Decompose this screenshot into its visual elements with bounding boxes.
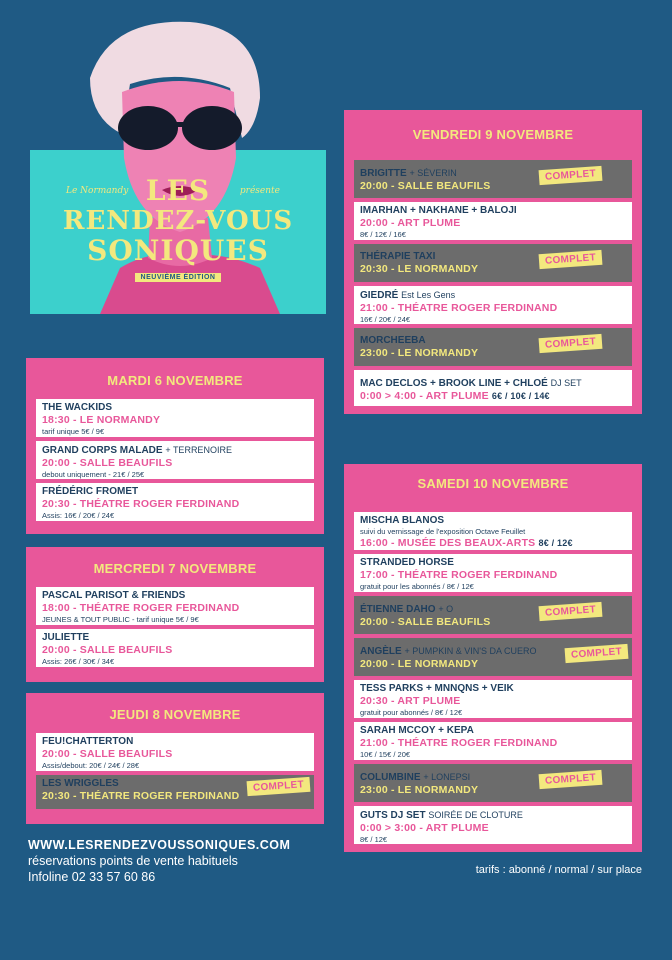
- event-venue: 21:00 - THÉATRE ROGER FERDINAND: [360, 302, 558, 314]
- event-artist: PASCAL PARISOT & FRIENDS: [42, 590, 186, 601]
- event-mac-declos: [354, 370, 632, 406]
- event-artist: MORCHEEBA: [360, 335, 426, 346]
- event-venue: 20:30 - THÉATRE ROGER FERDINAND: [42, 790, 240, 802]
- day-title-samedi: SAMEDI 10 NOVEMBRE: [417, 476, 569, 491]
- event-venue: 0:00 > 4:00 - ART PLUME 6€ / 10€ / 14€: [360, 390, 550, 402]
- edition-badge: NEUVIÈME ÉDITION: [135, 273, 222, 282]
- complet-badge: COMPLET: [539, 770, 603, 789]
- event-venue: 20:00 - ART PLUME: [360, 217, 461, 229]
- day-box-mercredi: [26, 547, 324, 682]
- event-artist-extra: SOIRÉE DE CLOTURE: [428, 810, 523, 820]
- event-juliette: [36, 629, 314, 667]
- presenter-right: présente: [239, 186, 280, 196]
- portrait-glasses-right: [182, 106, 242, 150]
- event-price: Assis: 26€ / 30€ / 34€: [42, 657, 115, 666]
- event-venue: 20:00 - SALLE BEAUFILS: [42, 457, 173, 469]
- event-stranded-horse: [354, 554, 632, 592]
- event-artist: MAC DECLOS + BROOK LINE + CHLOÉ DJ SET: [360, 378, 582, 389]
- event-note: suivi du vernissage de l'exposition Octave Feuillet: [360, 527, 526, 536]
- event-venue: 16:00 - MUSÉE DES BEAUX-ARTS 8€ / 12€: [360, 537, 573, 549]
- event-price: gratuit pour abonnés / 8€ / 12€: [360, 708, 463, 717]
- event-artist: TESS PARKS + MNNQNS + VEIK: [360, 683, 514, 694]
- day-title-mardi: MARDI 6 NOVEMBRE: [107, 373, 243, 388]
- event-artist: THE WACKIDS: [42, 402, 112, 413]
- event-price: gratuit pour les abonnés / 8€ / 12€: [360, 582, 474, 591]
- event-artist: JULIETTE: [42, 632, 90, 643]
- event-artist-extra: + TERRENOIRE: [165, 445, 232, 455]
- event-venue: 20:00 - SALLE BEAUFILS: [42, 748, 173, 760]
- event-venue: 20:00 - SALLE BEAUFILS: [42, 644, 173, 656]
- title-line-2: RENDEZ-VOUS: [62, 206, 294, 236]
- portrait-glasses-bridge: [174, 122, 186, 127]
- event-venue: 20:00 - SALLE BEAUFILS: [360, 180, 491, 192]
- event-therapie-taxi: [354, 244, 632, 282]
- event-frederic-fromet: [36, 483, 314, 521]
- reservations-text: réservations points de vente habituels: [28, 854, 238, 868]
- day-title-mercredi: MERCREDI 7 NOVEMBRE: [93, 561, 257, 576]
- event-artist: IMARHAN + NAKHANE + BALOJI: [360, 205, 517, 216]
- event-giedre: [354, 286, 632, 324]
- event-venue: 18:30 - LE NORMANDY: [42, 414, 161, 426]
- event-guts-dj-set: [354, 806, 632, 844]
- event-artist: ÉTIENNE DAHO + O: [360, 604, 454, 615]
- event-venue: 23:00 - LE NORMANDY: [360, 784, 479, 796]
- event-les-wriggles: [36, 775, 314, 809]
- event-etienne-daho: [354, 596, 632, 634]
- event-price: 8€ / 12€ / 16€: [360, 230, 406, 239]
- event-venue: 17:00 - THÉATRE ROGER FERDINAND: [360, 569, 558, 581]
- event-venue: 23:00 - LE NORMANDY: [360, 347, 479, 359]
- event-artist: GIEDRÉ Est Les Gens: [360, 290, 456, 301]
- complet-badge: COMPLET: [247, 777, 311, 796]
- event-sarah-mccoy: [354, 722, 632, 760]
- presenter-left: Le Normandy: [66, 186, 129, 196]
- event-the-wackids: [36, 399, 314, 437]
- event-venue: 20:30 - ART PLUME: [360, 695, 461, 707]
- event-artist: MISCHA BLANOS: [360, 515, 445, 526]
- event-artist: COLUMBINE + LONEPSI: [360, 772, 471, 783]
- event-artist-extra: + O: [438, 604, 454, 614]
- title-line-1: LES: [145, 174, 211, 207]
- complet-badge: COMPLET: [539, 602, 603, 621]
- title-line-3: SONIQUES: [87, 234, 269, 267]
- festival-title-block: [30, 176, 326, 284]
- event-artist: FEU!CHATTERTON: [42, 736, 134, 747]
- event-price: JEUNES & TOUT PUBLIC - tarif unique 5€ / 9€: [42, 615, 199, 624]
- footer-info: [28, 838, 290, 884]
- event-morcheeba: [354, 328, 632, 366]
- event-price: debout uniquement - 21€ / 25€: [42, 470, 145, 479]
- event-price: Assis: 16€ / 20€ / 24€: [42, 511, 115, 520]
- event-imarhan: [354, 202, 632, 240]
- event-artist: THÉRAPIE TAXI: [360, 251, 436, 262]
- event-venue: 21:00 - THÉATRE ROGER FERDINAND: [360, 737, 558, 749]
- event-venue: 20:00 - LE NORMANDY: [360, 658, 479, 670]
- event-artist: BRIGITTE + SÉVERIN: [360, 168, 457, 179]
- event-artist: FRÉDÉRIC FROMET: [42, 486, 139, 497]
- event-price: Assis/debout: 20€ / 24€ / 28€: [42, 761, 140, 770]
- event-artist: GRAND CORPS MALADE + TERRENOIRE: [42, 445, 232, 456]
- event-brigitte: [354, 160, 632, 198]
- event-venue: 20:30 - LE NORMANDY: [360, 263, 479, 275]
- day-title-jeudi: JEUDI 8 NOVEMBRE: [109, 707, 241, 722]
- event-price: 10€ / 15€ / 20€: [360, 750, 411, 759]
- event-feu-chatterton: [36, 733, 314, 771]
- event-artist: GUTS DJ SET SOIRÉE DE CLOTURE: [360, 810, 523, 821]
- event-artist-extra: + SÉVERIN: [409, 168, 457, 178]
- poster-header: [30, 18, 326, 314]
- day-box-samedi: [344, 464, 642, 852]
- event-venue: 20:30 - THÉATRE ROGER FERDINAND: [42, 498, 240, 510]
- event-artist: STRANDED HORSE: [360, 557, 454, 568]
- event-price: 16€ / 20€ / 24€: [360, 315, 411, 324]
- event-artist: LES WRIGGLES: [42, 778, 119, 789]
- event-artist: SARAH MCCOY + KEPA: [360, 725, 474, 736]
- event-price: 6€ / 10€ / 14€: [491, 391, 550, 401]
- day-box-vendredi: [344, 110, 642, 414]
- event-artist: ANGÈLE + PUMPKIN & VIN'S DA CUERO: [360, 646, 537, 657]
- complet-badge: COMPLET: [539, 250, 603, 269]
- event-artist-extra: Est Les Gens: [401, 290, 456, 300]
- event-venue: 20:00 - SALLE BEAUFILS: [360, 616, 491, 628]
- event-mischa-blanos: [354, 512, 632, 550]
- event-venue: 18:00 - THÉATRE ROGER FERDINAND: [42, 602, 240, 614]
- event-angele: [354, 638, 632, 676]
- day-box-jeudi: [26, 693, 324, 824]
- event-price: 8€ / 12€: [360, 835, 388, 844]
- day-title-vendredi: VENDREDI 9 NOVEMBRE: [412, 127, 574, 142]
- portrait-glasses-left: [118, 106, 178, 150]
- event-artist-extra: + PUMPKIN & VIN'S DA CUERO: [404, 646, 537, 656]
- infoline-text: Infoline 02 33 57 60 86: [28, 870, 156, 884]
- day-box-mardi: [26, 358, 324, 534]
- complet-badge: COMPLET: [539, 166, 603, 185]
- complet-badge: COMPLET: [539, 334, 603, 353]
- event-pascal-parisot: [36, 587, 314, 625]
- website-link[interactable]: WWW.LESRENDEZVOUSSONIQUES.COM: [28, 838, 291, 852]
- event-price: 8€ / 12€: [538, 538, 573, 548]
- tarifs-legend: tarifs : abonné / normal / sur place: [475, 864, 642, 876]
- event-price: tarif unique 5€ / 9€: [42, 427, 105, 436]
- event-venue: 0:00 > 3:00 - ART PLUME: [360, 822, 489, 834]
- event-tess-parks: [354, 680, 632, 718]
- event-grand-corps-malade: [36, 441, 314, 479]
- event-artist-extra: DJ SET: [550, 378, 582, 388]
- event-artist-extra: + LONEPSI: [423, 772, 471, 782]
- event-columbine: [354, 764, 632, 802]
- complet-badge: COMPLET: [565, 644, 629, 663]
